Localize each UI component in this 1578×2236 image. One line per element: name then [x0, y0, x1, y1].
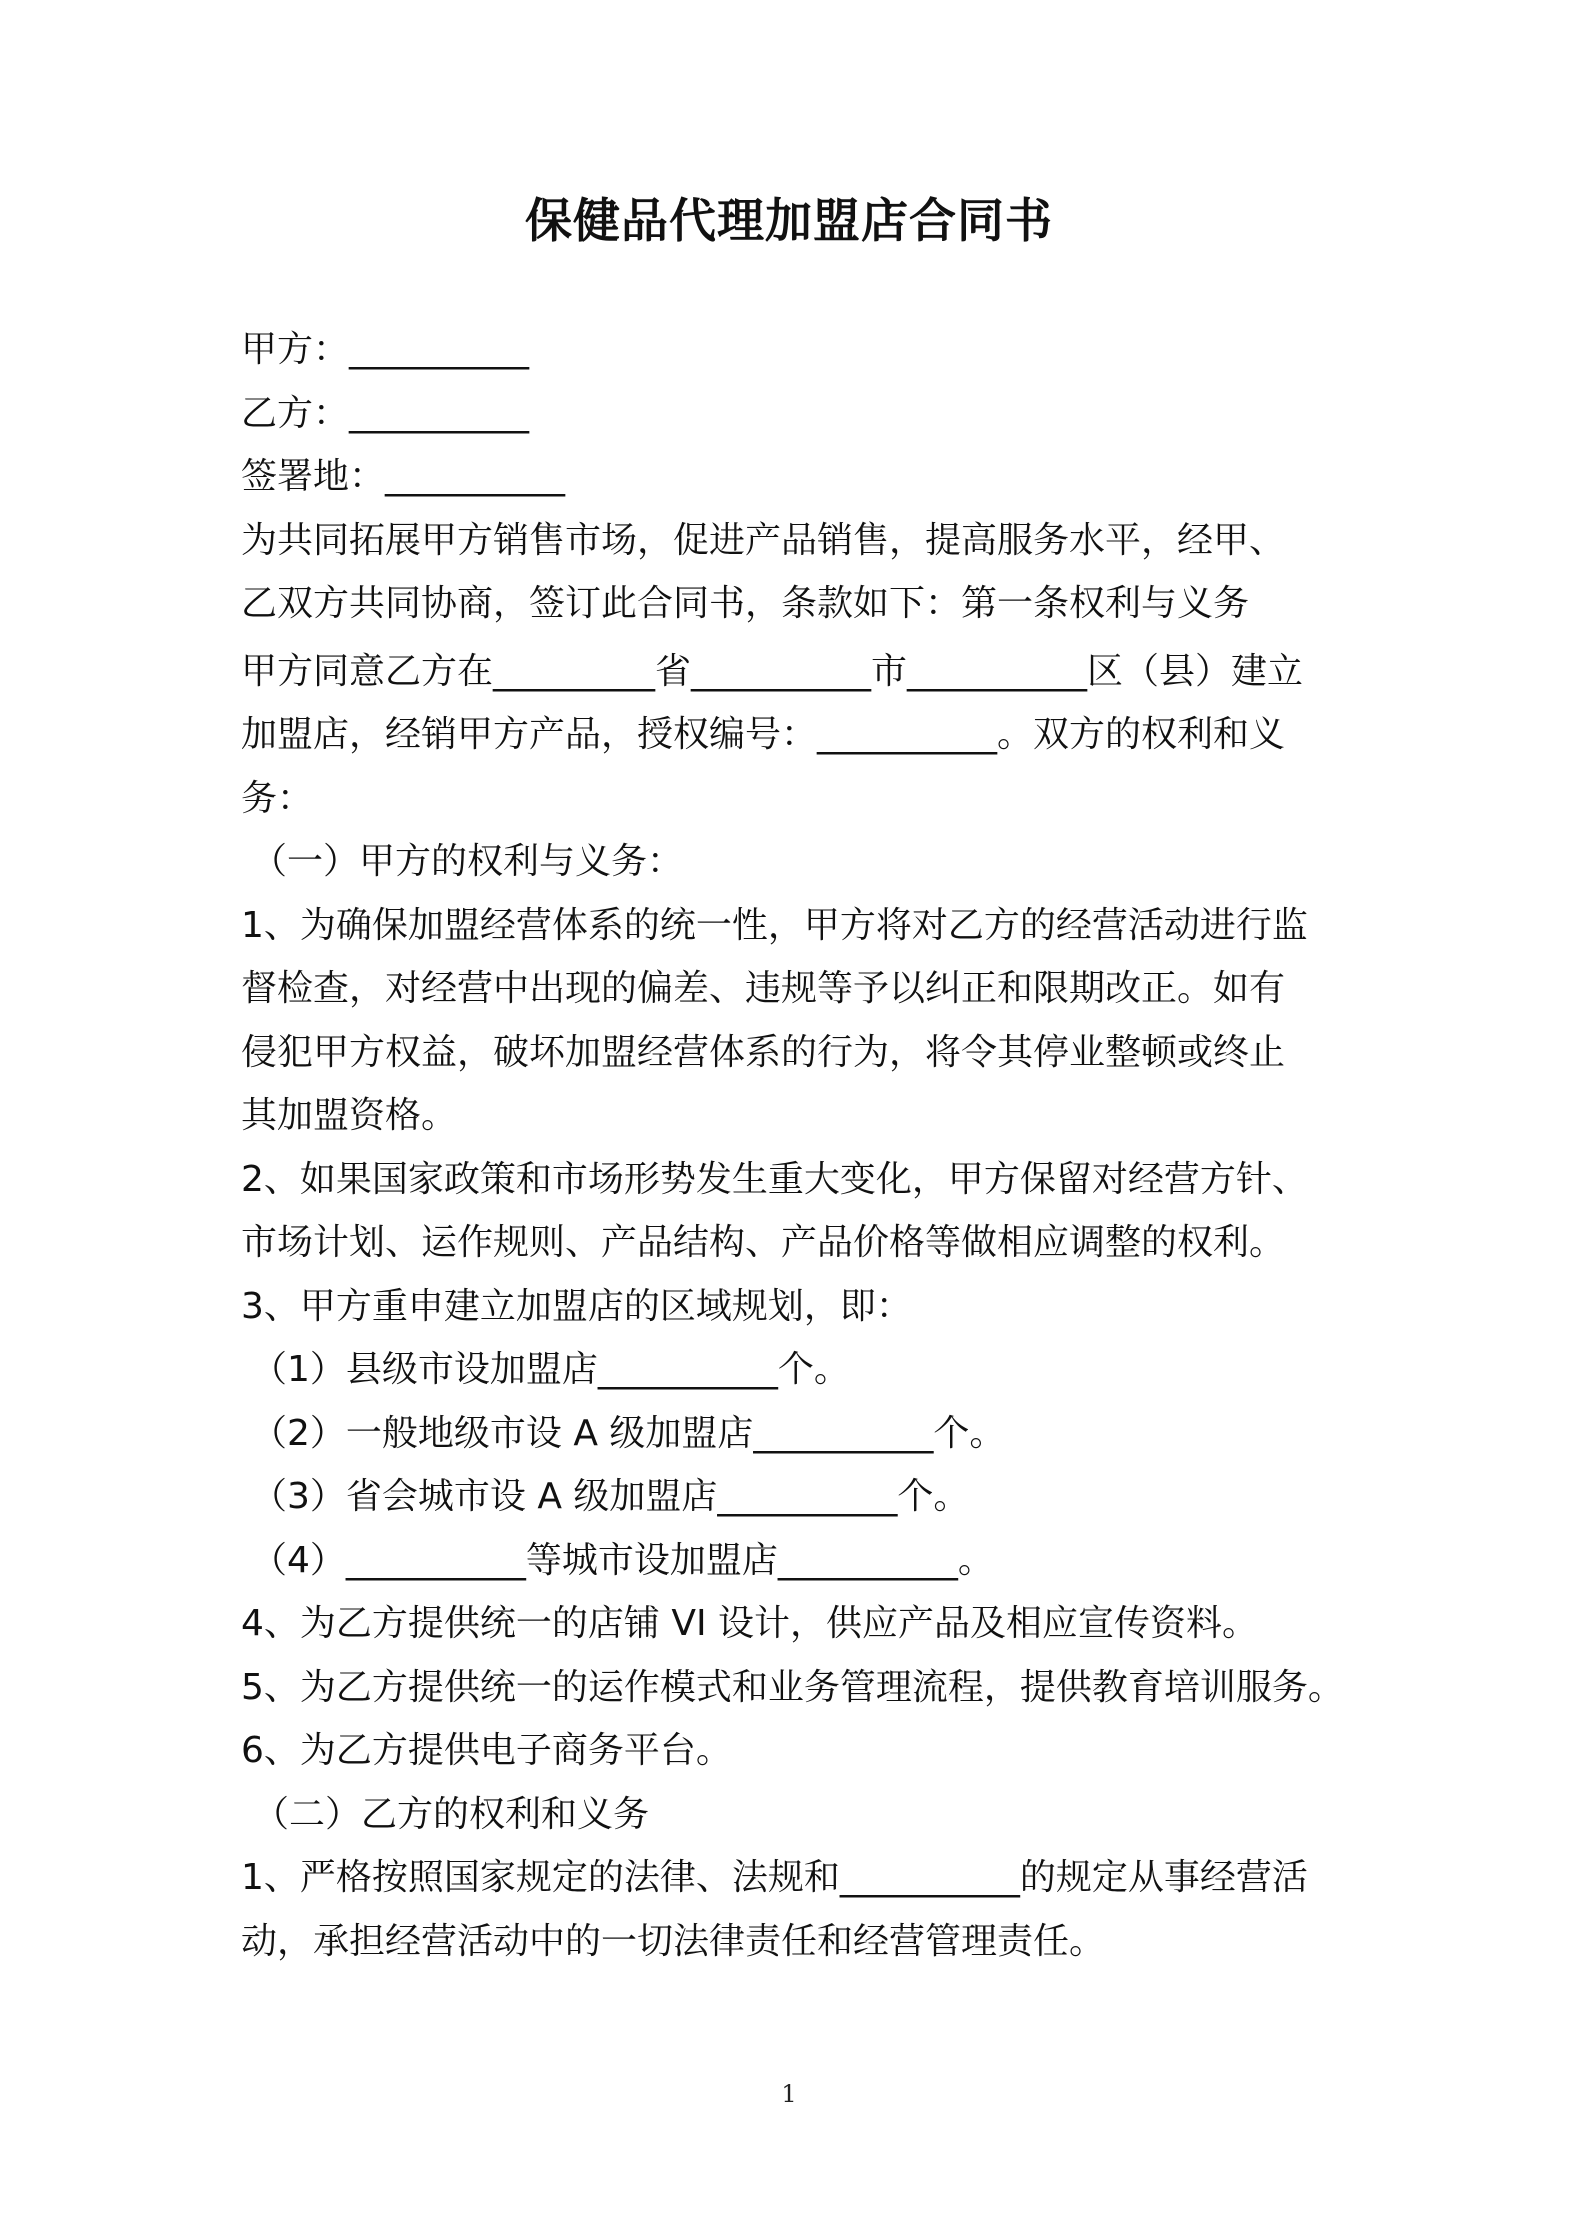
authorization-line-3: 务： — [241, 777, 314, 819]
clause-a2-line-2: 市场计划、运作规则、产品结构、产品价格等做相应调整的权利。 — [241, 1222, 1286, 1263]
section-heading-party-a: （一）甲方的权利与义务： — [251, 841, 684, 882]
clause-b1-line-1: 1、严格按照国家规定的法律、法规和__________的规定从事经营活 — [241, 1857, 1308, 1898]
clause-a1-line-2: 督检查，对经营中出现的偏差、违规等予以纠正和限期改正。如有 — [241, 968, 1286, 1009]
clause-a1-line-4: 其加盟资格。 — [241, 1095, 458, 1136]
clause-a2-line-1: 2、如果国家政策和市场形势发生重大变化，甲方保留对经营方针、 — [241, 1158, 1308, 1200]
preamble-line-2: 乙双方共同协商，签订此合同书，条款如下：第一条权利与义务 — [241, 583, 1250, 624]
clause-a6-line: 6、为乙方提供电子商务平台。 — [241, 1730, 732, 1771]
clause-a1-line-1: 1、为确保加盟经营体系的统一性，甲方将对乙方的经营活动进行监 — [241, 904, 1308, 946]
clause-b1-line-2: 动，承担经营活动中的一切法律责任和经营管理责任。 — [241, 1920, 1106, 1962]
clause-a3-item-3: （3）省会城市设 A 级加盟店__________个。 — [251, 1476, 970, 1517]
authorization-line-2: 加盟店，经销甲方产品，授权编号：__________。双方的权利和义 — [241, 714, 1286, 755]
preamble-line-1: 为共同拓展甲方销售市场，促进产品销售，提高服务水平，经甲、 — [241, 519, 1286, 561]
signing-place-line: 签署地：__________ — [241, 456, 566, 497]
contract-body — [241, 318, 1351, 1973]
clause-a3-item-1: （1）县级市设加盟店__________个。 — [251, 1349, 850, 1390]
clause-a3-item-4: （4）__________等城市设加盟店__________。 — [251, 1539, 994, 1581]
party-b-line: 乙方：__________ — [241, 392, 530, 434]
clause-a3-line: 3、甲方重申建立加盟店的区域规划，即： — [241, 1285, 912, 1327]
section-heading-party-b: （二）乙方的权利和义务 — [253, 1793, 650, 1835]
party-a-line: 甲方：__________ — [241, 329, 530, 370]
clause-a3-item-2: （2）一般地级市设 A 级加盟店__________个。 — [251, 1412, 1006, 1454]
authorization-line-1: 甲方同意乙方在_________省__________市__________区（县）建立 — [241, 650, 1304, 692]
document-title: 保健品代理加盟店合同书 — [525, 194, 1053, 249]
clause-a5-line: 5、为乙方提供统一的运作模式和业务管理流程，提供教育培训服务。 — [241, 1666, 1344, 1708]
clause-a4-line: 4、为乙方提供统一的店铺 VI 设计，供应产品及相应宣传资料。 — [241, 1603, 1259, 1644]
clause-a1-line-3: 侵犯甲方权益，破坏加盟经营体系的行为，将令其停业整顿或终止 — [241, 1031, 1286, 1073]
page-number: 1 — [781, 2080, 797, 2108]
